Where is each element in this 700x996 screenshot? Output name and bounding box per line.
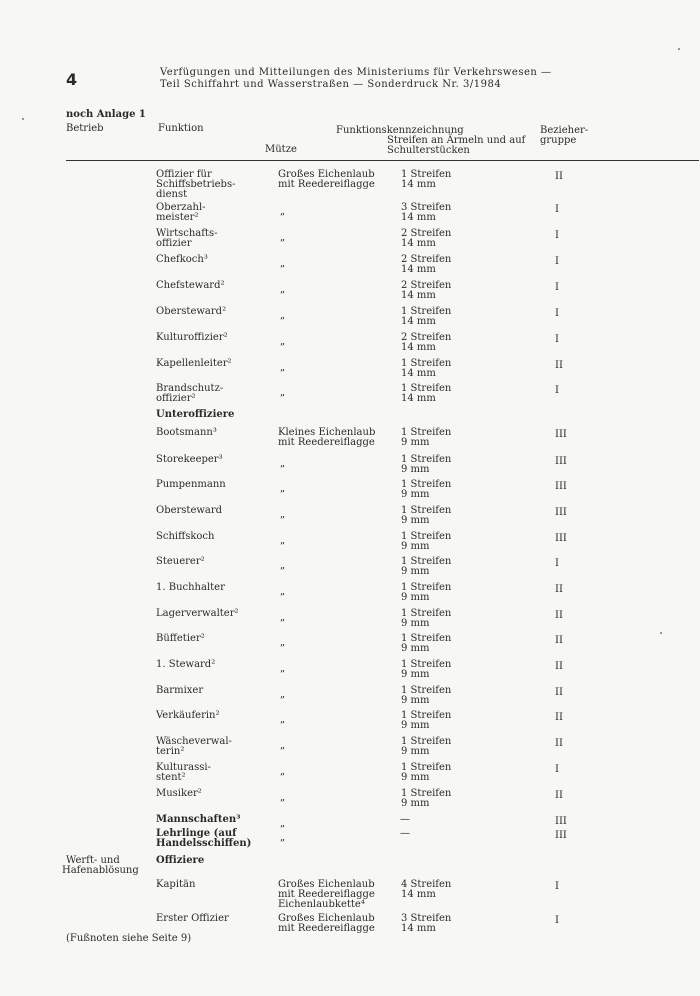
recipient-group: I (555, 230, 559, 241)
cap-marking: Großes Eichenlaub (278, 913, 375, 924)
function-name: Steuerer² (156, 556, 205, 567)
sleeve-stripes: 1 Streifen (401, 383, 452, 394)
cap-marking: „ (280, 740, 286, 751)
function-name: Kulturoffizier² (156, 332, 228, 343)
col-streifen-2: Schulterstücken (387, 145, 470, 156)
recipient-group: I (555, 764, 559, 775)
cap-marking: „ (280, 258, 286, 269)
cap-marking: „ (280, 818, 286, 829)
cap-marking: Kleines Eichenlaub (278, 427, 376, 438)
sleeve-stripes: 2 Streifen (401, 228, 452, 239)
recipient-group: I (555, 282, 559, 293)
recipient-group: II (555, 712, 563, 723)
cap-marking: „ (280, 206, 286, 217)
cap-marking: „ (280, 663, 286, 674)
stripe-width: 9 mm (401, 437, 430, 448)
cap-marking: „ (280, 689, 286, 700)
recipient-group: II (555, 635, 563, 646)
function-name: Unteroffiziere (156, 409, 235, 420)
function-name: Musiker² (156, 788, 202, 799)
sleeve-stripes: 1 Streifen (401, 358, 452, 369)
function-name: Erster Offizier (156, 913, 229, 924)
sleeve-stripes: 1 Streifen (401, 427, 452, 438)
cap-marking: „ (280, 714, 286, 725)
sleeve-stripes: 1 Streifen (401, 169, 452, 180)
function-name-cont: terin² (156, 746, 185, 757)
function-name: Lehrlinge (auf (156, 828, 237, 839)
recipient-group: III (555, 481, 567, 492)
function-name: Mannschaften³ (156, 814, 241, 825)
cap-marking: „ (280, 586, 286, 597)
sleeve-stripes: 2 Streifen (401, 332, 452, 343)
sleeve-stripes: 1 Streifen (401, 788, 452, 799)
cap-marking: „ (280, 637, 286, 648)
sleeve-stripes: 1 Streifen (401, 556, 452, 567)
stripe-width: 9 mm (401, 489, 430, 500)
stripe-width: 9 mm (401, 515, 430, 526)
cap-marking: „ (280, 232, 286, 243)
cap-marking: „ (280, 362, 286, 373)
sleeve-stripes: 2 Streifen (401, 280, 452, 291)
page-number: 4 (66, 70, 78, 89)
function-name: Kapitän (156, 879, 196, 890)
sleeve-stripes: — (400, 814, 410, 825)
function-name: Büffetier² (156, 633, 205, 644)
cap-marking: „ (280, 792, 286, 803)
cap-marking: „ (280, 832, 286, 843)
function-name: Verkäuferin² (156, 710, 220, 721)
recipient-group: II (555, 360, 563, 371)
function-name: Obersteward² (156, 306, 227, 317)
stripe-width: 9 mm (401, 720, 430, 731)
sleeve-stripes: 1 Streifen (401, 454, 452, 465)
sleeve-stripes: 1 Streifen (401, 659, 452, 670)
col-bezieher-1: Bezieher- (540, 125, 589, 136)
cap-marking: „ (280, 766, 286, 777)
stripe-width: 9 mm (401, 669, 430, 680)
stripe-width: 9 mm (401, 566, 430, 577)
recipient-group: I (555, 308, 559, 319)
stripe-width: 9 mm (401, 746, 430, 757)
cap-marking-cont: Eichenlaubkette⁴ (278, 899, 365, 910)
cap-marking-cont: mit Reedereiflagge (278, 437, 375, 448)
sleeve-stripes: 1 Streifen (401, 633, 452, 644)
function-name: Barmixer (156, 685, 204, 696)
cap-marking-cont: mit Reedereiflagge (278, 179, 375, 190)
sleeve-stripes: 2 Streifen (401, 254, 452, 265)
function-name-cont: Handelsschiffen) (156, 838, 252, 849)
cap-marking: Großes Eichenlaub (278, 879, 375, 890)
header-line-1: Verfügungen und Mitteilungen des Ministeriums für Verkehrswesen — (160, 67, 552, 78)
function-name-cont: Schiffsbetriebs- (156, 179, 236, 190)
scan-speck (660, 632, 662, 634)
recipient-group: I (555, 915, 559, 926)
recipient-group: III (555, 456, 567, 467)
function-name: Brandschutz- (156, 383, 224, 394)
stripe-width: 14 mm (401, 290, 436, 301)
stripe-width: 14 mm (401, 368, 436, 379)
function-name: Kapellenleiter² (156, 358, 232, 369)
function-name-cont: offizier² (156, 393, 196, 404)
col-muetze: Mütze (265, 144, 297, 155)
function-name: Bootsmann³ (156, 427, 217, 438)
sleeve-stripes: 1 Streifen (401, 685, 452, 696)
recipient-group: III (555, 507, 567, 518)
recipient-group: III (555, 533, 567, 544)
cap-marking-cont: mit Reedereiflagge (278, 923, 375, 934)
stripe-width: 9 mm (401, 798, 430, 809)
function-name: Wäscheverwal- (156, 736, 232, 747)
cap-marking: „ (280, 483, 286, 494)
function-name: Pumpenmann (156, 479, 226, 490)
footnote: (Fußnoten siehe Seite 9) (66, 933, 192, 944)
function-name: Offizier für (156, 169, 212, 180)
function-name-cont: offizier (156, 238, 192, 249)
recipient-group: I (555, 204, 559, 215)
header-rule (66, 160, 699, 161)
stripe-width: 14 mm (401, 238, 436, 249)
function-name: Kulturassi- (156, 762, 211, 773)
betrieb-name: Werft- und (66, 855, 120, 866)
sleeve-stripes: 1 Streifen (401, 736, 452, 747)
function-name: 1. Steward² (156, 659, 216, 670)
stripe-width: 9 mm (401, 772, 430, 783)
function-name: Lagerverwalter² (156, 608, 239, 619)
sleeve-stripes: 1 Streifen (401, 710, 452, 721)
scan-speck (22, 118, 24, 120)
sleeve-stripes: 1 Streifen (401, 608, 452, 619)
stripe-width: 14 mm (401, 923, 436, 934)
sleeve-stripes: 4 Streifen (401, 879, 452, 890)
function-name: Oberzahl- (156, 202, 206, 213)
recipient-group: I (555, 334, 559, 345)
sleeve-stripes: 1 Streifen (401, 762, 452, 773)
stripe-width: 14 mm (401, 316, 436, 327)
stripe-width: 9 mm (401, 592, 430, 603)
stripe-width: 9 mm (401, 541, 430, 552)
cap-marking: „ (280, 387, 286, 398)
recipient-group: III (555, 429, 567, 440)
stripe-width: 9 mm (401, 643, 430, 654)
cap-marking: „ (280, 458, 286, 469)
annex-label: noch Anlage 1 (66, 109, 146, 120)
col-bezieher-2: gruppe (540, 135, 577, 146)
sleeve-stripes: 1 Streifen (401, 505, 452, 516)
col-streifen-1: Streifen an Ärmeln und auf (387, 135, 526, 146)
function-name: Schiffskoch (156, 531, 215, 542)
function-name: Chefsteward² (156, 280, 225, 291)
stripe-width: 14 mm (401, 889, 436, 900)
function-name: 1. Buchhalter (156, 582, 225, 593)
function-name: Obersteward (156, 505, 223, 516)
stripe-width: 9 mm (401, 464, 430, 475)
function-name-cont: dienst (156, 189, 188, 200)
cap-marking: „ (280, 284, 286, 295)
cap-marking: „ (280, 310, 286, 321)
sleeve-stripes: 3 Streifen (401, 913, 452, 924)
header-line-2: Teil Schiffahrt und Wasserstraßen — Sonderdruck Nr. 3/1984 (160, 79, 502, 90)
cap-marking: „ (280, 336, 286, 347)
recipient-group: I (555, 558, 559, 569)
stripe-width: 14 mm (401, 342, 436, 353)
cap-marking: „ (280, 509, 286, 520)
sleeve-stripes: 1 Streifen (401, 582, 452, 593)
recipient-group: III (555, 816, 567, 827)
recipient-group: II (555, 687, 563, 698)
stripe-width: 9 mm (401, 695, 430, 706)
stripe-width: 9 mm (401, 618, 430, 629)
function-name-cont: stent² (156, 772, 186, 783)
recipient-group: I (555, 881, 559, 892)
stripe-width: 14 mm (401, 393, 436, 404)
col-funktion: Funktion (158, 123, 204, 134)
col-betrieb: Betrieb (66, 123, 104, 134)
cap-marking: „ (280, 535, 286, 546)
sleeve-stripes: — (400, 828, 410, 839)
cap-marking: „ (280, 560, 286, 571)
stripe-width: 14 mm (401, 264, 436, 275)
function-name-cont: meister² (156, 212, 199, 223)
function-name: Chefkoch³ (156, 254, 208, 265)
sleeve-stripes: 1 Streifen (401, 479, 452, 490)
recipient-group: III (555, 830, 567, 841)
recipient-group: II (555, 610, 563, 621)
stripe-width: 14 mm (401, 179, 436, 190)
recipient-group: II (555, 171, 563, 182)
function-name: Wirtschafts- (156, 228, 218, 239)
function-name: Offiziere (156, 855, 205, 866)
col-kennzeichnung: Funktionskennzeichnung (336, 125, 464, 136)
recipient-group: I (555, 385, 559, 396)
recipient-group: II (555, 790, 563, 801)
cap-marking-cont: mit Reedereiflagge (278, 889, 375, 900)
sleeve-stripes: 1 Streifen (401, 306, 452, 317)
recipient-group: I (555, 256, 559, 267)
sleeve-stripes: 3 Streifen (401, 202, 452, 213)
cap-marking: „ (280, 612, 286, 623)
scan-speck (678, 48, 680, 50)
betrieb-name-cont: Hafenablösung (62, 865, 139, 876)
recipient-group: II (555, 738, 563, 749)
sleeve-stripes: 1 Streifen (401, 531, 452, 542)
recipient-group: II (555, 661, 563, 672)
stripe-width: 14 mm (401, 212, 436, 223)
cap-marking: Großes Eichenlaub (278, 169, 375, 180)
recipient-group: II (555, 584, 563, 595)
function-name: Storekeeper³ (156, 454, 223, 465)
